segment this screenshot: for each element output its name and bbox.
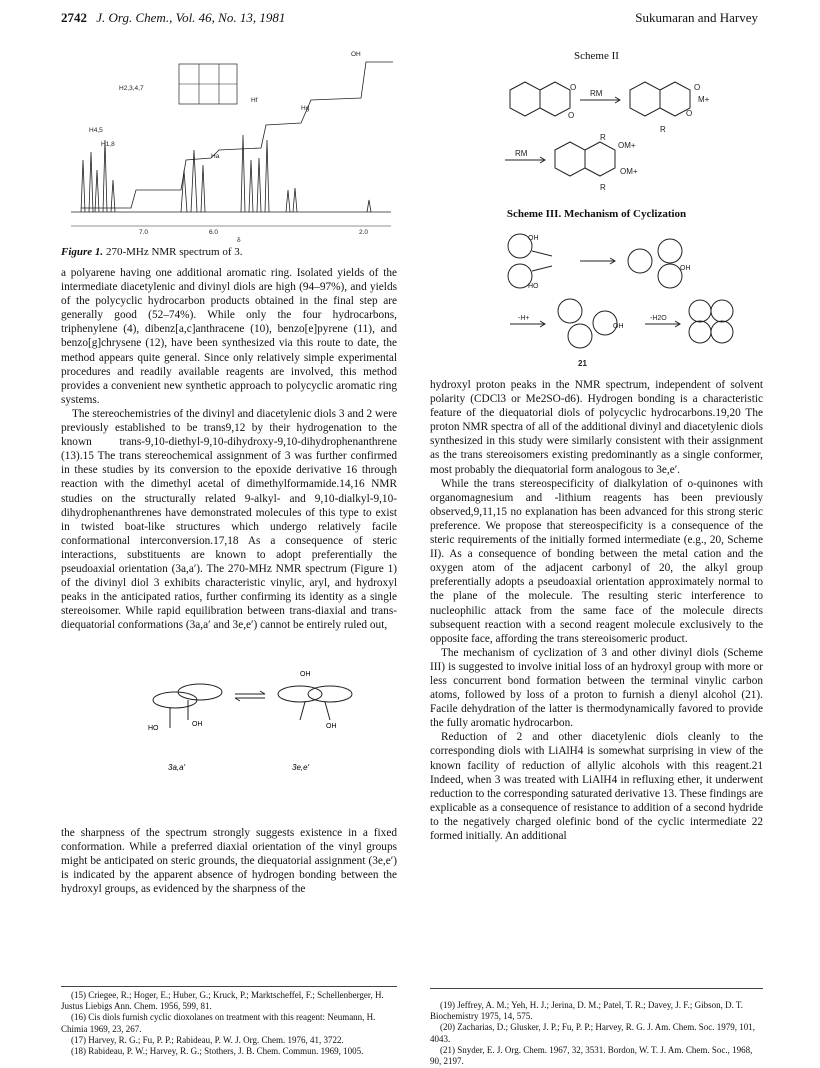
svg-text:O: O [568,111,575,120]
scheme3-step-minus-h: -H+ [518,315,530,322]
running-header-authors: Sukumaran and Harvey [635,10,758,25]
figure1-caption-label: Figure 1. [61,246,104,258]
svg-text:R: R [600,183,606,192]
footnote-21: (21) Snyder, E. J. Org. Chem. 1967, 32, 3531. Bordon, W. T. J. Am. Chem. Soc., 1968, 90, 2197. [430,1044,753,1067]
svg-text:HO: HO [528,283,539,290]
scheme3-title: Scheme III. Mechanism of Cyclization [506,208,687,220]
svg-text:HO: HO [148,725,159,732]
paragraph: The stereochemistries of the divinyl and diacetylenic diols 3 and 2 were previously established to be trans9,12 by their hydrogenation to the known trans-9,10-diethyl-9,10-dihydroxy-9,10-dihydrophenanthrene (13).15 The trans stereochemical assignment of 3 was further confirmed in these studies by its conversion to the epoxide derivative 16 through reaction with the dimethyl acetal of dimethylformamide.14,16 NMR studies on the structurally related 9-alkyl- and 9,10-dialkyl-9,10-dihydrophenanthrenes have demonstrated molecules of this type to exist in twisted boat-like structures which undergo relatively facile conformational interconversion.17,18 As a consequence of steric interactions, substituents are known to adopt preferentially the pseudoaxial orientation (3a,a′). The 270-MHz NMR spectrum (Figure 1) of the divinyl diol 3 exhibits characteristic vinylic, aryl, and hydroxyl peaks in the anticipated ratios, further confirming its identity as a single stereoisomer. While rapid equilibration between trans-diaxial and trans-diequatorial conformations (3a,a′ and 3e,e′) cannot be entirely ruled out, [61,407,397,632]
page-number: 2742 [61,10,87,25]
peak-label-hg: Hg [301,105,310,112]
svg-text:O: O [694,83,701,92]
peak-label-h2347: H2,3,4,7 [119,85,144,92]
conformer-label-3ee: 3e,e′ [292,763,310,772]
svg-text:R: R [600,133,606,142]
paragraph: hydroxyl proton peaks in the NMR spectrum, independent of solvent polarity (CDCl3 or Me2SO-d6). Hydrogen bonding is a characteristic feature of the diequatorial diols of polycyclic hydrocarbons.19,20 The proton NMR spectra of all of the additional divinyl and diacetylenic diols synthesized in this study were similarly consistent with their assignment as the trans stereoisomers existing predominantly as a single conformer, most probably the diequatorial form analogous to 3e,e′. [430,379,763,476]
conformer-label-3aa: 3a,a′ [168,763,186,772]
axis-delta: δ [237,237,241,244]
svg-text:OH: OH [613,323,624,330]
axis-tick-2: 2.0 [359,229,369,236]
svg-text:OH: OH [300,671,311,678]
footnote-rule-left [61,986,397,987]
scheme3-step-minus-h2o: -H2O [650,315,667,322]
nmr-spectrum-figure [61,40,397,250]
paragraph: The mechanism of cyclization of 3 and other divinyl diols (Scheme III) is suggested to involve initial loss of an hydroxyl group with more or less concurrent bond formation between the terminal vinylic carbon atoms, followed by loss of a proton to furnish a dienyl alcohol (21). Facile dehydration of the latter is thermodynamically favored to provide the fully aromatic hydrocarbon. [430,646,763,730]
svg-text:OH: OH [680,265,691,272]
footnote-rule-right [430,988,763,989]
svg-text:O: O [570,83,577,92]
paragraph: the sharpness of the spectrum strongly suggests existence in a fixed conformation. While a preferred diaxial orientation of the vinyl groups might be anticipated on steric grounds, the diequatorial assignment (3e,e′) is indicated by the apparent absence of hydrogen bonding between the hydroxyl groups, as evidenced by the sharpness of the [61,827,397,896]
scheme2-title: Scheme II [574,50,619,62]
compound-label-21: 21 [578,359,587,368]
journal-citation: J. Org. Chem., Vol. 46, No. 13, 1981 [96,10,286,25]
scheme2-reagent-rm2: RM [515,149,528,158]
footnote-18: (18) Rabideau, P. W.; Harvey, R. G.; Stothers, J. B. Chem. Commun. 1969, 1005. [71,1046,364,1057]
paragraph: Reduction of 2 and other diacetylenic diols cleanly to the corresponding diols with LiAlH4 is somewhat surprising in view of the known facility of reduction of allylic alcohols with this reagent.21 Indeed, when 3 was treated with LiAlH4 in refluxing ether, it underwent reduction to the corresponding saturated derivative 13. These findings are explicable as a consequence of resistance to addition of a second hydride to the negatively charged olefinic bond of the cyclic intermediate 22 formed initially. An additional [430,731,763,842]
running-header-left [61,10,285,26]
footnote-19: (19) Jeffrey, A. M.; Yeh, H. J.; Jerina, D. M.; Patel, T. R.; Davey, J. F.; Gibson, D. T. Biochemistry 1975, 14, 575. [430,1000,744,1022]
peak-label-hf: Hf [251,97,258,104]
peak-label-h45: H4,5 [89,127,103,134]
peak-label-oh: OH [351,51,361,58]
svg-text:OH: OH [326,723,337,730]
conformer-equilibrium-diagram [140,670,370,780]
footnotes-right [430,1000,763,1067]
scheme2-diagram [430,68,763,193]
figure1-caption [61,246,243,258]
footnote-15: (15) Criegee, R.; Hoger, E.; Huber, G.; Kruck, P.; Marktscheffel, F.; Schellenberger, H. Justus Liebigs Ann. Chem. 1956, 599, 81. [61,990,384,1012]
footnote-20: (20) Zacharias, D.; Glusker, J. P.; Fu, P. P.; Harvey, R. G. J. Am. Chem. Soc. 1979, 101, 4043. [430,1022,756,1044]
left-column-lower [61,826,397,956]
footnote-16: (16) Cis diols furnish cyclic dioxolanes on treatment with this reagent: Neumann, H. Chimia 1969, 23, 267. [61,1012,376,1034]
svg-text:M+: M+ [698,95,710,104]
scheme2-reagent-rm1: RM [590,89,603,98]
paragraph: a polyarene having one additional aromatic ring. Isolated yields of the intermediate diacetylenic and divinyl diols are high (94–97%), and yields of the polycyclic hydrocarbon products obtained in the final step are generally good (52–74%). While only the four hydrocarbons, triphenylene (4), dibenz[a,c]anthracene (10), benzo[e]pyrene (11), and benzo[g]chrysene (12), have been synthesized via this route to date, the method appears quite general. Since only relatively simple experimental procedures and readily available reagents are involved, this method provides a convenient new synthetic approach to polycyclic aromatic ring systems. [61,267,397,406]
svg-text:R: R [660,125,666,134]
peak-label-ha: Ha [211,153,220,160]
footnotes-left [61,990,397,1057]
figure1-caption-text: 270-MHz NMR spectrum of 3. [105,246,243,258]
svg-text:OH: OH [192,721,203,728]
footnote-17: (17) Harvey, R. G.; Fu, P. P.; Rabideau, P. W. J. Org. Chem. 1976, 41, 3722. [71,1034,344,1045]
svg-text:O: O [686,109,693,118]
axis-tick-7: 7.0 [139,229,149,236]
svg-text:OM+: OM+ [620,167,638,176]
svg-text:OH: OH [528,235,539,242]
svg-text:OM+: OM+ [618,141,636,150]
paragraph: While the trans stereospecificity of dialkylation of o-quinones with organomagnesium and -lithium reagents has been previously observed,9,11,15 no explanation has been advanced for this strong steric preference. We propose that stereospecificity is a consequence of the steric requirements of the initially formed intermediate (e.g., 20, Scheme II). As a consequence of bonding between the metal cation and the oxygen atom of the adjacent carbonyl of 20, the alkyl group preferentially adopts a pseudoaxial orientation approximately normal to the plane of the molecule. The resulting steric interference to nucleophilic attack from the same face of the molecule directs subsequent reaction with a second reagent molecule exclusively to the opposite face, affording the trans stereoisomeric product. [430,477,763,645]
right-column-body [430,378,763,974]
peak-label-h18: H1,8 [101,141,115,148]
scheme3-diagram [430,226,763,374]
axis-tick-6: 6.0 [209,229,219,236]
